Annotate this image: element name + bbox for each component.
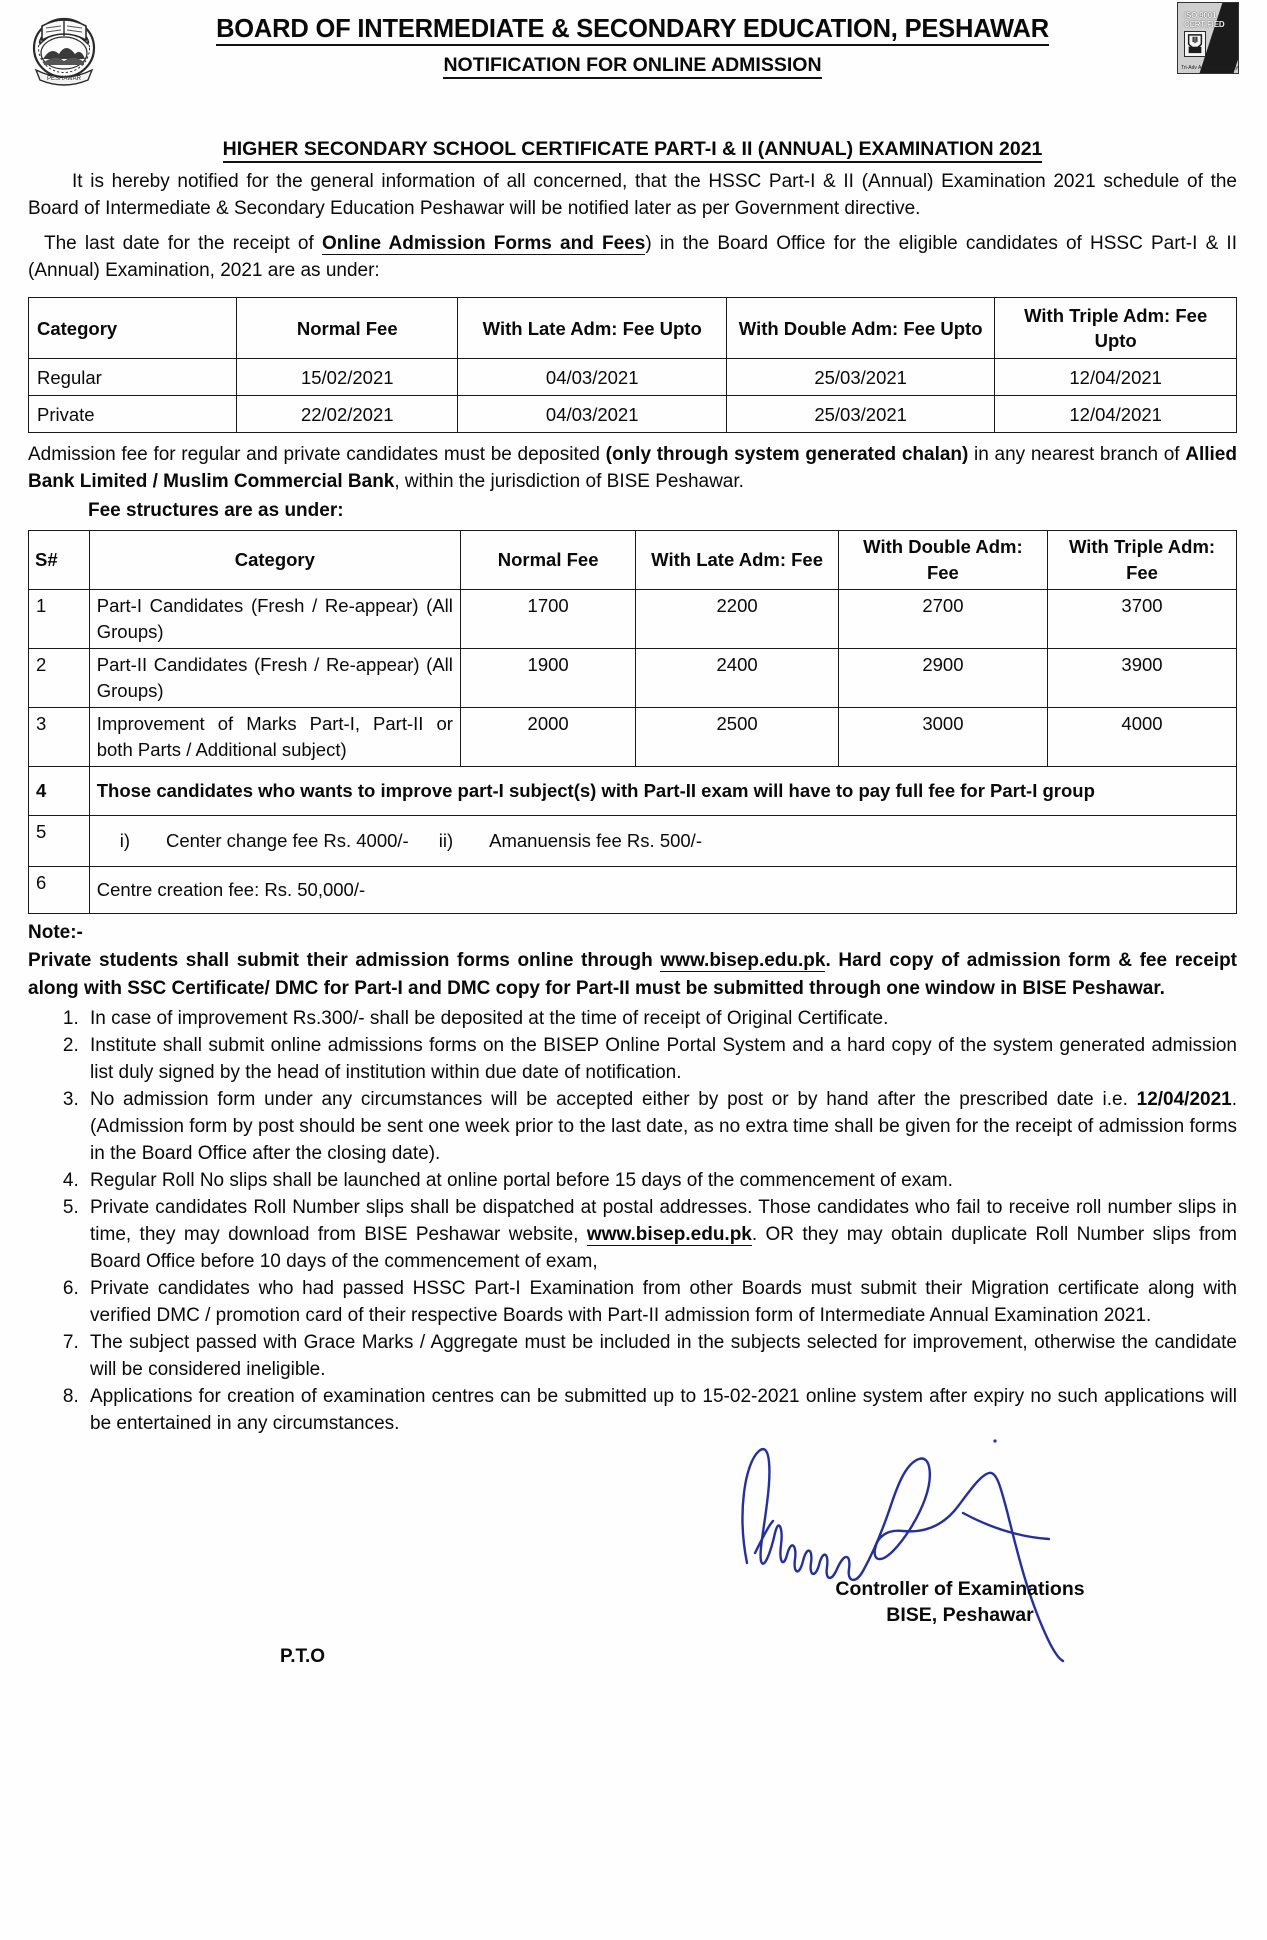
cell-late: 04/03/2021 [458,359,726,396]
signatory [795,1576,1125,1628]
intro-paragraph-1: It is hereby notified for the general information of all concerned, that the HSSC Part-I & II (Annual) Examination 2021 schedule of the Board of Intermediate & Secondary Education Peshawar will be notified later as per Government directive. [28,171,1237,219]
signature-block [28,1441,1237,1671]
cell-serial: 5 [29,816,90,867]
table-row [29,816,1237,867]
deposit-bold-1: (only through system generated chalan) [605,444,969,465]
note-body-part-b: . Hard copy of admission form & fee receipt along with SSC Certificate/ DMC for Part-I and DMC copy for Part-II must be submitted through one window in BISE Peshawar. [28,950,1237,999]
list-item: 4. Regular Roll No slips shall be launched at online portal before 15 days of the commencement of exam. [84,1167,1237,1194]
deposit-part-3: , within the jurisdiction of BISE Peshawar. [394,471,744,492]
col-double-adm-fee: With Double Adm: Fee [838,531,1047,590]
cell-late: 2400 [636,649,838,708]
cell-category: Part-I Candidates (Fresh / Re-appear) (All Groups) [89,590,460,649]
page-title [28,8,1237,44]
intro-p2-part-b: ) in the Board Office for the eligible candidates of HSSC Part-I & II (Annual) Examination, 2021 are as under: [28,233,1237,281]
cell-late: 2200 [636,590,838,649]
handwritten-signature [727,1433,1087,1663]
col-normal-fee: Normal Fee [460,531,635,590]
page-subtitle [28,54,1237,76]
item5-part-b: . OR they may obtain duplicate Roll Number slips from Board Office before 10 days of the commencement of exam, [90,1224,1237,1272]
cell-category: Private [29,396,237,433]
col-late-adm-fee: With Late Adm: Fee [636,531,838,590]
cell-normal: 1700 [460,590,635,649]
list-item: 6. Private candidates who had passed HSSC Part-I Examination from other Boards must submit their Migration certificate along with verified DMC / promotion card of their respective Boards with Part-II admission form of Intermediate Annual Examination 2021. [84,1275,1237,1329]
cell-category: Regular [29,359,237,396]
list-item [84,1086,1237,1167]
col-triple-adm-fee: With Triple Adm: Fee [1048,531,1237,590]
signatory-title: Controller of Examinations [835,1578,1085,1600]
cell-serial: 1 [29,590,90,649]
deposit-bold-2: Allied Bank Limited / Muslim Commercial Bank [28,444,1237,492]
fee-structure-table [28,530,1237,914]
cell-triple: 12/04/2021 [995,396,1237,433]
item3-deadline-date: 12/04/2021 [1136,1089,1232,1110]
cell-normal: 15/02/2021 [237,359,458,396]
iso-9001-certified-icon [1177,2,1239,74]
iso-line-1: ISO 9001 [1184,11,1217,20]
cell-double: 3000 [838,708,1047,767]
col-triple-adm: With Triple Adm: Fee Upto [995,298,1237,359]
cell-double: 25/03/2021 [726,359,994,396]
svg-text:PESHAWAR: PESHAWAR [47,76,81,82]
note-body [28,947,1237,1003]
center-change-fee: Center change fee Rs. 4000/- [166,830,409,851]
page-title-text: BOARD OF INTERMEDIATE & SECONDARY EDUCATION, PESHAWAR [216,15,1049,46]
cell-category: Improvement of Marks Part-I, Part-II or both Parts / Additional subject) [89,708,460,767]
table-row [29,396,1237,433]
col-serial: S# [29,531,90,590]
page-subtitle-text: NOTIFICATION FOR ONLINE ADMISSION [443,54,821,79]
cell-triple: 12/04/2021 [995,359,1237,396]
col-late-adm: With Late Adm: Fee Upto [458,298,726,359]
table-row [29,590,1237,649]
iso-footer-text: Tri-Adv Assessment Body [1181,65,1239,71]
table-row [29,708,1237,767]
cell-normal: 22/02/2021 [237,396,458,433]
intro-paragraph-2 [28,230,1237,284]
cell-triple: 3700 [1048,590,1237,649]
list-item: 8. Applications for creation of examination centres can be submitted up to 15-02-2021 online system after expiry no such applications will be entertained in any circumstances. [84,1383,1237,1437]
col-category: Category [29,298,237,359]
amanuensis-fee: Amanuensis fee Rs. 500/- [489,830,702,851]
deposit-instruction [28,441,1237,495]
cell-double: 2900 [838,649,1047,708]
exam-heading-text: HIGHER SECONDARY SCHOOL CERTIFICATE PART-I & II (ANNUAL) EXAMINATION 2021 [223,138,1043,163]
note-label: Note:- [28,922,83,943]
table-row [29,767,1237,816]
cell-serial: 2 [29,649,90,708]
cell-normal: 1900 [460,649,635,708]
intro-p2-highlight: Online Admission Forms and Fees [321,233,646,254]
deposit-part-2: in any nearest branch of [968,444,1186,465]
table-header-row [29,298,1237,359]
item3-part-b: . (Admission form by post should be sent one week prior to the last date, as no extra time shall be given for the receipt of admission forms in the Board Office after the closing date). [90,1089,1237,1164]
cell-serial: 4 [29,767,90,816]
pto-marker: P.T.O [279,1646,326,1667]
col-normal-fee: Normal Fee [237,298,458,359]
list-item: 2. Institute shall submit online admissions forms on the BISEP Online Portal System and a hard copy of the system generated admission list duly signed by the head of institution within due date of notification. [84,1032,1237,1086]
col-double-adm: With Double Adm: Fee Upto [726,298,994,359]
table-row [29,867,1237,914]
note-body-part-a: Private students shall submit their admission forms online through [28,950,661,971]
table-row [29,359,1237,396]
marker-i: i) [119,830,131,851]
list-item: 7. The subject passed with Grace Marks / Aggregate must be included in the subjects selected for improvement, otherwise the candidate will be considered ineligible. [84,1329,1237,1383]
cell-late: 2500 [636,708,838,767]
list-item: 1. In case of improvement Rs.300/- shall be deposited at the time of receipt of Original Certificate. [84,1005,1237,1032]
cell-normal: 2000 [460,708,635,767]
cell-late: 04/03/2021 [458,396,726,433]
fee-structure-label: Fee structures are as under: [88,500,344,521]
table-row [29,649,1237,708]
bisep-website-link[interactable]: www.bisep.edu.pk [586,1224,752,1245]
signatory-org: BISE, Peshawar [886,1604,1034,1626]
bisep-website-link[interactable]: www.bisep.edu.pk [660,950,826,971]
board-crest-icon [28,4,100,86]
cell-serial: 3 [29,708,90,767]
document-header [28,0,1237,118]
cell-note-text: Those candidates who wants to improve part-I subject(s) with Part-II exam will have to pay full fee for Part-I group [89,767,1236,816]
cell-triple: 3900 [1048,649,1237,708]
cell-double: 25/03/2021 [726,396,994,433]
list-item [84,1194,1237,1275]
item3-part-a: No admission form under any circumstances will be accepted either by post or by hand after the prescribed date i.e. [90,1089,1137,1110]
cell-triple: 4000 [1048,708,1237,767]
cell-centre-creation-fee: Centre creation fee: Rs. 50,000/- [89,867,1236,914]
marker-ii: ii) [438,830,454,851]
cell-misc-fees [89,816,1236,867]
cell-serial: 6 [29,867,90,914]
intro-p2-part-a: The last date for the receipt of [44,233,322,254]
exam-heading [28,138,1237,160]
table-header-row [29,531,1237,590]
cell-category: Part-II Candidates (Fresh / Re-appear) (All Groups) [89,649,460,708]
cell-double: 2700 [838,590,1047,649]
deposit-part-1: Admission fee for regular and private candidates must be deposited [28,444,606,465]
last-date-table [28,297,1237,433]
item5-part-a: Private candidates Roll Number slips shall be dispatched at postal addresses. Those candidates who fail to receive roll number slips in time, they may download from BISE Peshawar website, [90,1197,1237,1245]
iso-line-2: CERTIFIED [1184,20,1225,29]
col-category: Category [89,531,460,590]
note-list [28,1005,1237,1437]
